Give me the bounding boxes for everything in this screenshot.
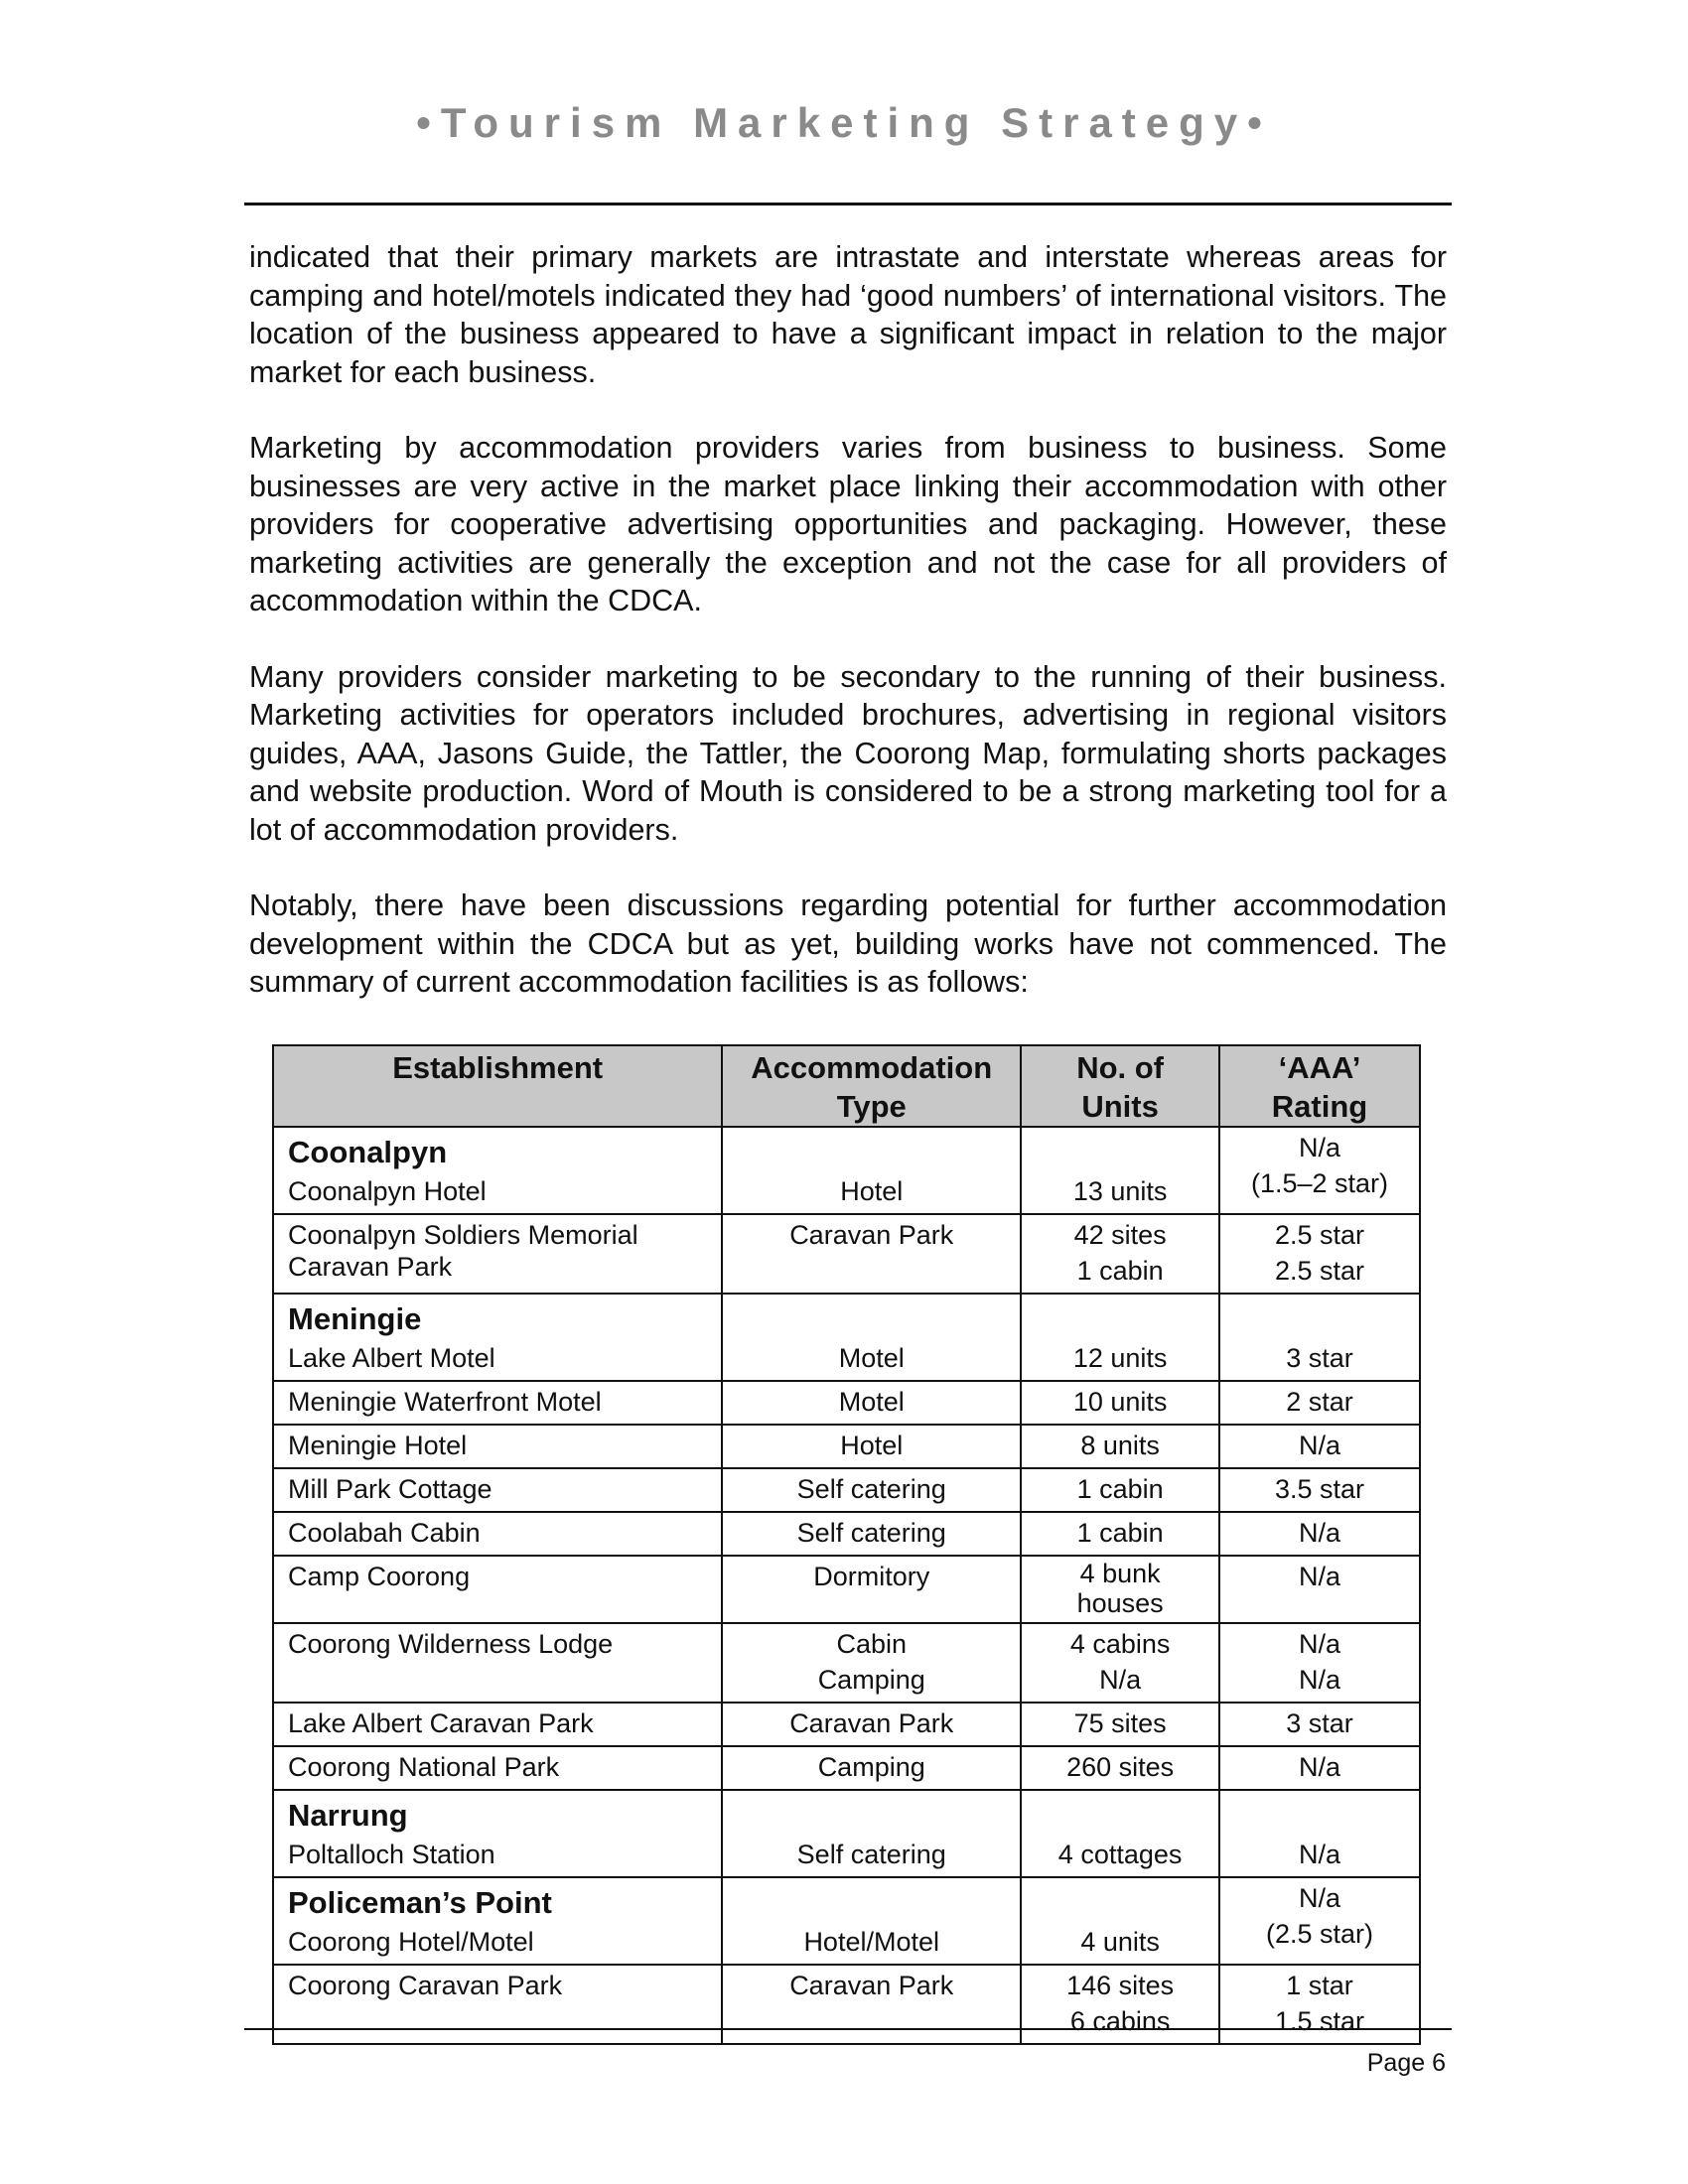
rating-value: 1 star — [1286, 1971, 1353, 2000]
establishment-cell — [273, 1790, 722, 1877]
header-type-line2: Type — [836, 1089, 907, 1124]
type-cell: Motel — [722, 1294, 1021, 1381]
accommodation-table — [272, 1044, 1421, 2045]
header-type-line1: Accommodation — [751, 1050, 993, 1085]
page-header-title: •Tourism Marketing Strategy• — [416, 99, 1272, 146]
header-rating-line2: Rating — [1271, 1089, 1368, 1124]
units-cell: 260 sites — [1021, 1746, 1219, 1790]
rating-cell: 3 star — [1219, 1294, 1420, 1381]
establishment-cell: Coorong Caravan Park — [273, 1965, 722, 2044]
units-value: houses — [1076, 1588, 1164, 1618]
footer-divider — [244, 2028, 1452, 2030]
rating-value: N/a — [1299, 1883, 1341, 1913]
rating-cell: N/a — [1219, 1425, 1420, 1468]
type-cell: Caravan Park — [722, 1703, 1021, 1746]
establishment-name: Poltalloch Station — [288, 1840, 495, 1869]
establishment-name: Coorong Hotel/Motel — [288, 1927, 534, 1957]
table-row — [273, 1623, 1420, 1703]
paragraph: Notably, there have been discussions regarding potential for further accommodation development within the CDCA but as yet, building works have not commenced. The summary of current accommodation facilities is as follows: — [249, 888, 1447, 999]
page-number: Page 6 — [1366, 2049, 1446, 2077]
units-value: 4 bunk — [1079, 1559, 1161, 1588]
units-cell: 75 sites — [1021, 1703, 1219, 1746]
town-name: Narrung — [288, 1798, 408, 1833]
body-text — [249, 238, 1447, 1039]
type-value: Cabin — [836, 1629, 907, 1659]
establishment-cell: Coolabah Cabin — [273, 1512, 722, 1556]
town-name: Meningie — [288, 1301, 422, 1336]
rating-cell — [1219, 1965, 1420, 2044]
paragraph: Many providers consider marketing to be secondary to the running of their business. Marketing activities for operators included brochures, advertising in regional visitors guides, AAA, Jasons Guide, the Tattler, the Coorong Map, formulating shorts packages and website production. Word of Mouth is considered to be a strong marketing tool for a lot of accommodation providers. — [249, 659, 1447, 847]
paragraph: Marketing by accommodation providers varies from business to business. Some businesses are very active in the market place linking their accommodation with other providers for cooperative advertising opportunities and packaging. However, these marketing activities are generally the exception and not the case for all providers of accommodation within the CDCA. — [249, 431, 1447, 617]
rating-value: N/a — [1299, 1665, 1341, 1695]
establishment-cell: Mill Park Cottage — [273, 1468, 722, 1512]
establishment-cell: Camp Coorong — [273, 1556, 722, 1623]
table-header-row — [273, 1045, 1420, 1127]
establishment-name: Lake Albert Motel — [288, 1343, 495, 1373]
units-cell — [1021, 1556, 1219, 1623]
type-value: Camping — [817, 1665, 925, 1695]
type-cell: Hotel — [722, 1127, 1021, 1214]
establishment-cell — [273, 1877, 722, 1965]
table-row — [273, 1127, 1420, 1214]
header-establishment: Establishment — [273, 1045, 722, 1127]
units-cell — [1021, 1623, 1219, 1703]
type-cell: Self catering — [722, 1790, 1021, 1877]
type-cell: Self catering — [722, 1468, 1021, 1512]
rating-cell — [1219, 1127, 1420, 1214]
town-name: Coonalpyn — [288, 1135, 448, 1169]
units-cell: 10 units — [1021, 1381, 1219, 1425]
table-row — [273, 1294, 1420, 1381]
type-cell: Camping — [722, 1746, 1021, 1790]
header-divider — [244, 203, 1452, 205]
units-cell — [1021, 1965, 1219, 2044]
units-value: N/a — [1099, 1665, 1142, 1695]
rating-value: 2.5 star — [1275, 1220, 1365, 1250]
header-rating-line1: ‘AAA’ — [1278, 1050, 1361, 1085]
units-value: 146 sites — [1066, 1971, 1175, 2000]
units-cell: 1 cabin — [1021, 1512, 1219, 1556]
units-value: 42 sites — [1073, 1220, 1167, 1250]
units-value: 4 cabins — [1069, 1629, 1171, 1659]
units-cell: 12 units — [1021, 1294, 1219, 1381]
rating-cell: N/a — [1219, 1512, 1420, 1556]
rating-value: 2.5 star — [1275, 1256, 1365, 1286]
header-no-of-units — [1021, 1045, 1219, 1127]
paragraph: indicated that their primary markets are intrastate and interstate whereas areas for camping and hotel/motels indicated they had ‘good numbers’ of international visitors. The location of the business appeared to have a significant impact in relation to the major market for each business. — [249, 240, 1447, 389]
table-row — [273, 1703, 1420, 1746]
rating-value: (1.5–2 star) — [1250, 1168, 1389, 1198]
rating-cell: N/a — [1219, 1746, 1420, 1790]
units-value: 6 cabins — [1069, 2006, 1171, 2036]
type-cell: Hotel/Motel — [722, 1877, 1021, 1965]
type-cell: Caravan Park — [722, 1214, 1021, 1294]
units-cell — [1021, 1214, 1219, 1294]
establishment-cell: Lake Albert Caravan Park — [273, 1703, 722, 1746]
table-row — [273, 1965, 1420, 2044]
units-value: 1 cabin — [1076, 1256, 1164, 1286]
type-cell: Hotel — [722, 1425, 1021, 1468]
establishment-cell — [273, 1127, 722, 1214]
establishment-cell: Meningie Waterfront Motel — [273, 1381, 722, 1425]
establishment-name-cont: Caravan Park — [288, 1252, 453, 1282]
town-name: Policeman’s Point — [288, 1885, 552, 1920]
rating-value: 1.5 star — [1275, 2006, 1365, 2036]
type-cell: Dormitory — [722, 1556, 1021, 1623]
table-row — [273, 1468, 1420, 1512]
type-cell: Self catering — [722, 1512, 1021, 1556]
units-cell: 1 cabin — [1021, 1468, 1219, 1512]
establishment-cell — [273, 1214, 722, 1294]
establishment-cell — [273, 1294, 722, 1381]
establishment-name: Coonalpyn Hotel — [288, 1176, 487, 1206]
table-row — [273, 1214, 1420, 1294]
table-row — [273, 1877, 1420, 1965]
units-cell: 4 units — [1021, 1877, 1219, 1965]
table-row — [273, 1512, 1420, 1556]
rating-value: (2.5 star) — [1266, 1919, 1374, 1949]
units-cell: 13 units — [1021, 1127, 1219, 1214]
rating-cell: N/a — [1219, 1556, 1420, 1623]
table-row — [273, 1746, 1420, 1790]
header-units-line1: No. of — [1076, 1050, 1164, 1085]
rating-cell: 3 star — [1219, 1703, 1420, 1746]
table-row — [273, 1425, 1420, 1468]
type-cell — [722, 1623, 1021, 1703]
rating-value: N/a — [1299, 1629, 1341, 1659]
header-accommodation-type — [722, 1045, 1021, 1127]
header-units-line2: Units — [1081, 1089, 1159, 1124]
rating-cell — [1219, 1214, 1420, 1294]
table-row — [273, 1556, 1420, 1623]
establishment-cell: Coorong Wilderness Lodge — [273, 1623, 722, 1703]
rating-cell: 3.5 star — [1219, 1468, 1420, 1512]
table-row — [273, 1381, 1420, 1425]
rating-cell — [1219, 1623, 1420, 1703]
header-aaa-rating — [1219, 1045, 1420, 1127]
type-cell: Caravan Park — [722, 1965, 1021, 2044]
units-cell: 8 units — [1021, 1425, 1219, 1468]
table-row — [273, 1790, 1420, 1877]
rating-value: N/a — [1299, 1133, 1341, 1162]
establishment-cell: Meningie Hotel — [273, 1425, 722, 1468]
rating-cell: N/a — [1219, 1790, 1420, 1877]
rating-cell — [1219, 1877, 1420, 1965]
establishment-name: Coonalpyn Soldiers Memorial — [288, 1220, 638, 1250]
type-cell: Motel — [722, 1381, 1021, 1425]
units-cell: 4 cottages — [1021, 1790, 1219, 1877]
rating-cell: 2 star — [1219, 1381, 1420, 1425]
establishment-cell: Coorong National Park — [273, 1746, 722, 1790]
